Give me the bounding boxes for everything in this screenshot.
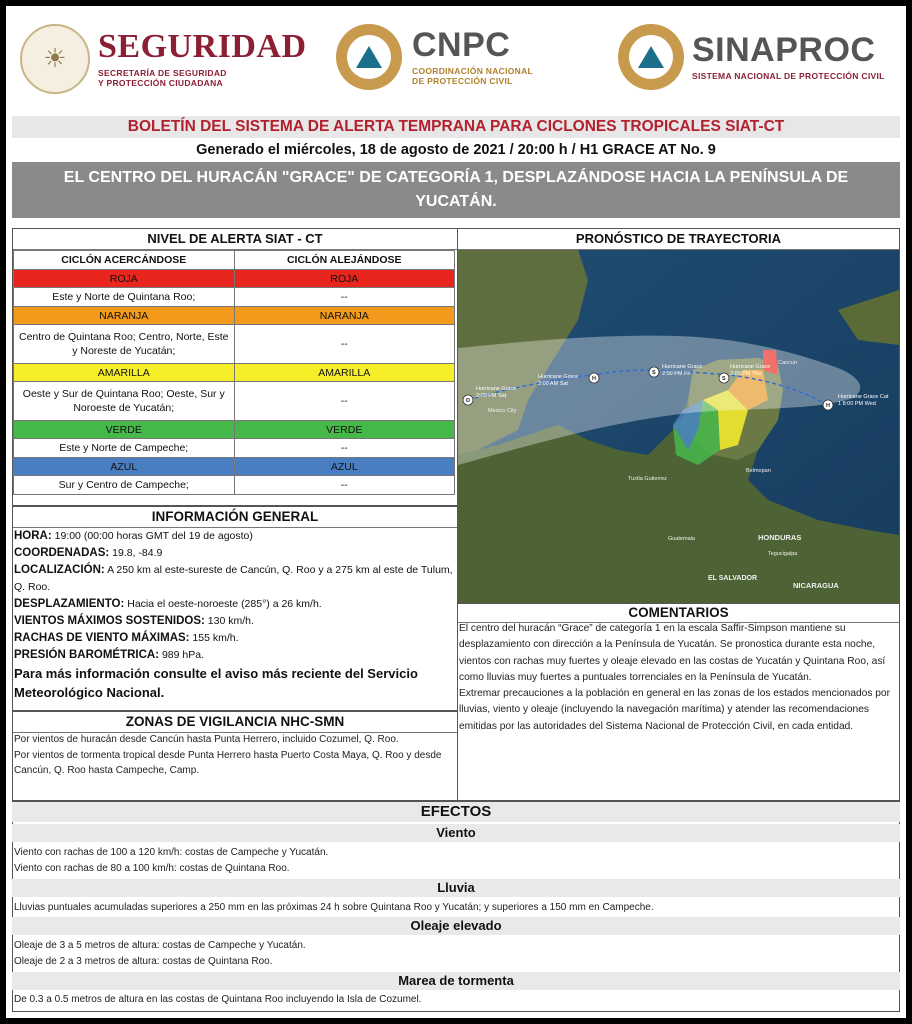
comments-p1: El centro del huracán “Grace” de categoría 1 en la escala Saffir-Simpson mantiene su desplazamiento con dirección a la Península de Yucatán. Se pronostica durante esta noche, vientos con rachas muy fuertes y oleaje elevado en las costas de Yucatán y Quintana Roo, así como lluvias muy fuertes a puntuales torrenciales en la Península de Yucatán. <box>459 623 886 683</box>
roja-approach-areas: Este y Norte de Quintana Roo; <box>14 288 235 307</box>
effects-viento-title: Viento <box>12 824 900 842</box>
amarilla-leaving-areas: -- <box>234 382 455 421</box>
info-hora <box>14 528 456 545</box>
col-approach: CICLÓN ACERCÁNDOSE <box>14 251 235 270</box>
track-point-d-time: 2:00 PM Sat <box>476 393 507 399</box>
place-tuxtla: Tuxtla Gutierrez <box>628 476 667 482</box>
level-row-azul <box>14 458 455 476</box>
place-belmopan: Belmopan <box>746 468 771 474</box>
comments-body <box>459 621 899 735</box>
desp-value: Hacia el oeste-noroeste (285°) a 26 km/h. <box>127 598 322 610</box>
cnpc-sub2: DE PROTECCIÓN CIVIL <box>412 76 513 86</box>
place-nicaragua: NICARAGUA <box>793 581 839 590</box>
level-amarilla-approach: AMARILLA <box>14 364 235 382</box>
forecast-panel <box>457 228 900 603</box>
effects-oleaje-2: Oleaje de 2 a 3 metros de altura: costas de Quintana Roo. <box>14 956 273 967</box>
hora-label: HORA: <box>14 530 52 542</box>
naranja-approach-areas: Centro de Quintana Roo; Centro, Norte, Este y Noreste de Yucatán; <box>14 325 235 364</box>
verde-leaving-areas: -- <box>234 439 455 458</box>
civil-protection-icon <box>336 24 402 90</box>
track-point-h2-marker: H <box>826 403 830 409</box>
level-naranja-leaving: NARANJA <box>234 307 455 325</box>
track-point-h1-time: 2:00 AM Sat <box>538 381 568 387</box>
level-verde-approach: VERDE <box>14 421 235 439</box>
alert-table <box>13 250 455 495</box>
areas-row-roja <box>14 288 455 307</box>
level-azul-approach: AZUL <box>14 458 235 476</box>
alert-level-panel <box>12 228 458 506</box>
areas-row-amarilla <box>14 382 455 421</box>
coord-value: 19.8, -84.9 <box>112 547 163 559</box>
level-row-roja <box>14 270 455 288</box>
level-azul-leaving: AZUL <box>234 458 455 476</box>
roja-leaving-areas: -- <box>234 288 455 307</box>
effects-marea-title: Marea de tormenta <box>12 972 900 990</box>
info-coord <box>14 545 456 562</box>
effects-lluvia-1: Lluvias puntuales acumuladas superiores a 250 mm en las próximas 24 h sobre Quintana Roo y Yucatán; y superiores a 150 mm en Campeche. <box>14 902 654 913</box>
track-point-h2-time: 1 8:00 PM Wed <box>838 401 876 407</box>
track-map <box>458 250 899 603</box>
seguridad-logo <box>20 24 307 94</box>
header <box>6 6 906 106</box>
effects-oleaje-title: Oleaje elevado <box>12 917 900 935</box>
headline-text: EL CENTRO DEL HURACÁN "GRACE" DE CATEGORÍA 1, DESPLAZÁNDOSE HACIA LA PENÍNSULA DE YUCATÁN. <box>63 169 849 210</box>
rachas-label: RACHAS DE VIENTO MÁXIMAS: <box>14 632 190 644</box>
place-honduras: HONDURAS <box>758 533 802 542</box>
generated-line: Generado el miércoles, 18 de agosto de 2021 / 20:00 h / H1 GRACE AT No. 9 <box>196 142 716 158</box>
col-leaving: CICLÓN ALEJÁNDOSE <box>234 251 455 270</box>
general-info-body <box>14 528 456 702</box>
effects-title: EFECTOS <box>12 802 900 822</box>
level-row-amarilla <box>14 364 455 382</box>
cnpc-logo <box>336 24 533 90</box>
coord-label: COORDENADAS: <box>14 547 110 559</box>
desp-label: DESPLAZAMIENTO: <box>14 598 125 610</box>
level-verde-leaving: VERDE <box>234 421 455 439</box>
effects-lluvia-title: Lluvia <box>12 879 900 897</box>
track-point-s2-time: 2:00 PM Thu <box>730 371 762 377</box>
level-naranja-approach: NARANJA <box>14 307 235 325</box>
areas-row-verde <box>14 439 455 458</box>
presion-value: 989 hPa. <box>161 649 204 661</box>
info-title: INFORMACIÓN GENERAL <box>13 507 457 528</box>
track-point-h1-label: Hurricane Grace <box>538 374 579 380</box>
viento-label: VIENTOS MÁXIMOS SOSTENIDOS: <box>14 615 205 627</box>
place-tegucigalpa: Tegucigalpa <box>768 551 798 557</box>
zonas-line1: Por vientos de huracán desde Cancún hasta Punta Herrero, incluido Cozumel, Q. Roo. <box>14 734 399 745</box>
bulletin-title: BOLETÍN DEL SISTEMA DE ALERTA TEMPRANA PARA CICLONES TROPICALES SIAT-CT <box>12 116 900 138</box>
place-cancun: Cancun <box>778 360 797 366</box>
civil-protection-icon-2 <box>618 24 684 90</box>
azul-leaving-areas: -- <box>234 476 455 495</box>
sinaproc-logo <box>618 24 885 90</box>
place-guatemala: Guatemala <box>668 536 695 542</box>
track-point-d-marker: D <box>466 398 470 404</box>
comments-title: COMENTARIOS <box>458 604 899 623</box>
cnpc-sub1: COORDINACIÓN NACIONAL <box>412 66 534 76</box>
comments-p2: Extremar precauciones a la población en general en las zonas de los estados mencionados por lluvias, viento y oleaje (incluyendo la navegación marítima) y atender las recomendaciones emitidas por las autoridades del Sistema Nacional de Protección Civil, en cada entidad. <box>459 688 890 732</box>
effects-marea-1: De 0.3 a 0.5 metros de altura en las costas de Quintana Roo incluyendo la Isla de Cozumel. <box>14 994 422 1005</box>
naranja-leaving-areas: -- <box>234 325 455 364</box>
seguridad-name: SEGURIDAD <box>98 28 307 65</box>
mexico-seal-icon: ☀ <box>20 24 90 94</box>
track-point-s2-marker: S <box>722 376 726 382</box>
track-point-d-label: Hurricane Grace <box>476 386 517 392</box>
level-roja-approach: ROJA <box>14 270 235 288</box>
verde-approach-areas: Este y Norte de Campeche; <box>14 439 235 458</box>
effects-viento-1: Viento con rachas de 100 a 120 km/h: costas de Campeche y Yucatán. <box>14 847 329 858</box>
azul-approach-areas: Sur y Centro de Campeche; <box>14 476 235 495</box>
place-mexico-city: Mexico City <box>488 408 517 414</box>
alert-title: NIVEL DE ALERTA SIAT - CT <box>13 229 457 250</box>
watch-zones-body <box>14 732 456 779</box>
track-point-s1-marker: S <box>652 370 656 376</box>
info-desp <box>14 596 456 613</box>
sinaproc-name: SINAPROC <box>692 31 876 69</box>
areas-row-naranja <box>14 325 455 364</box>
info-loc <box>14 562 456 596</box>
seguridad-sub2: Y PROTECCIÓN CIUDADANA <box>98 78 223 88</box>
place-el-salvador: EL SALVADOR <box>708 575 758 582</box>
track-point-h1-marker: H <box>592 376 596 382</box>
level-row-naranja <box>14 307 455 325</box>
effects-viento-2: Viento con rachas de 80 a 100 km/h: costas de Quintana Roo. <box>14 863 290 874</box>
level-amarilla-leaving: AMARILLA <box>234 364 455 382</box>
bulletin-page <box>6 6 906 1018</box>
level-roja-leaving: ROJA <box>234 270 455 288</box>
track-point-s1-time: 2:00 PM Fri <box>662 371 691 377</box>
forecast-title: PRONÓSTICO DE TRAYECTORIA <box>458 229 899 250</box>
loc-value: A 250 km al este-sureste de Cancún, Q. Roo y a 275 km al este de Tulum, Q. Roo. <box>14 564 453 593</box>
zonas-title: ZONAS DE VIGILANCIA NHC-SMN <box>13 712 457 733</box>
zonas-line2: Por vientos de tormenta tropical desde Punta Herrero hasta Puerto Costa Maya, Q. Roo y desde Cancún, Q. Roo hasta Campeche, Camp. <box>14 749 442 776</box>
seguridad-sub1: SECRETARÍA DE SEGURIDAD <box>98 68 227 78</box>
info-rachas <box>14 630 456 647</box>
headline <box>12 162 900 218</box>
viento-value: 130 km/h. <box>207 615 254 627</box>
info-note: Para más información consulte el aviso más reciente del Servicio Meteorológico Nacional. <box>14 666 418 700</box>
loc-label: LOCALIZACIÓN: <box>14 564 105 576</box>
track-point-h2-label: Hurricane Grace Cat <box>838 394 889 400</box>
info-presion <box>14 647 456 664</box>
rachas-value: 155 km/h. <box>192 632 239 644</box>
effects-oleaje-1: Oleaje de 3 a 5 metros de altura: costas de Campeche y Yucatán. <box>14 940 306 951</box>
presion-label: PRESIÓN BAROMÉTRICA: <box>14 649 160 661</box>
cnpc-name: CNPC <box>412 26 511 64</box>
info-viento <box>14 613 456 630</box>
hora-value: 19:00 (00:00 horas GMT del 19 de agosto) <box>54 530 253 542</box>
amarilla-approach-areas: Oeste y Sur de Quintana Roo; Oeste, Sur y Noroeste de Yucatán; <box>14 382 235 421</box>
areas-row-azul <box>14 476 455 495</box>
track-point-s1-label: Hurricane Grace <box>662 364 703 370</box>
track-point-s2-label: Hurricane Grace <box>730 364 771 370</box>
level-row-verde <box>14 421 455 439</box>
sinaproc-sub1: SISTEMA NACIONAL DE PROTECCIÓN CIVIL <box>692 71 885 81</box>
